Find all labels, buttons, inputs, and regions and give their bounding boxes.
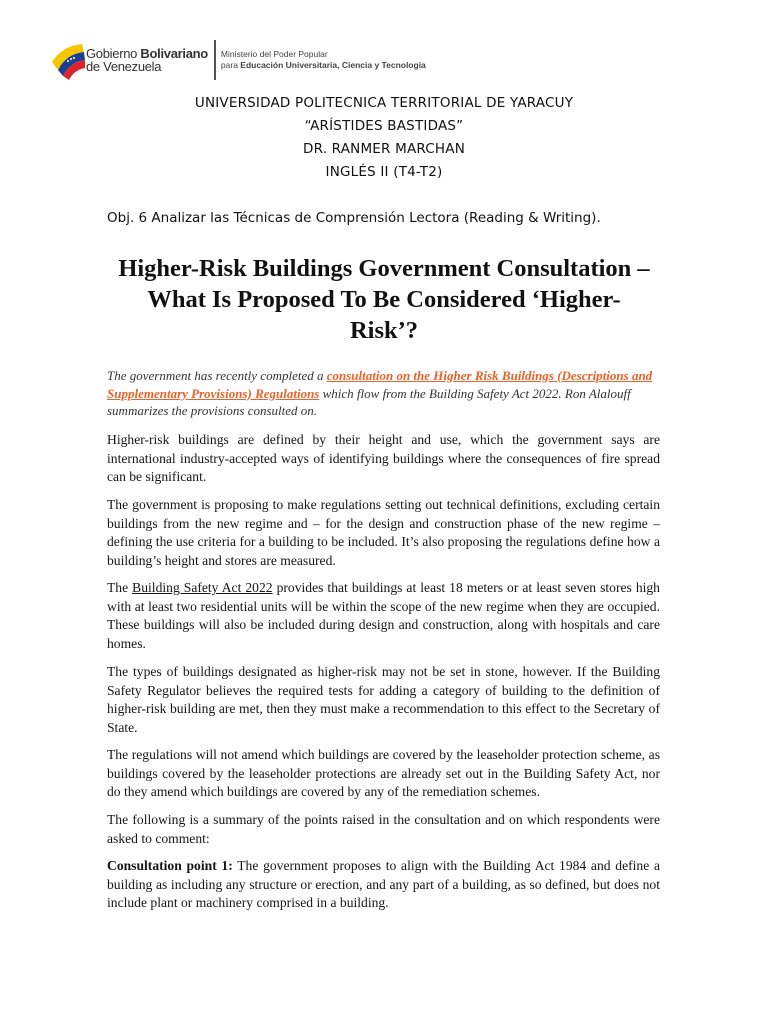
consultation-point-label: Consultation point 1: — [107, 858, 233, 873]
professor-name: DR. RANMER MARCHAN — [303, 141, 465, 157]
paragraph-6: The following is a summary of the points raised in the consultation and on which respondents were asked to comment: — [107, 812, 660, 846]
ministry-name: Ministerio del Poder Popular para Educación Universitaria, Ciencia y Tecnología — [220, 49, 426, 70]
paragraph-2: The government is proposing to make regulations setting out technical definitions, excluding certain buildings from the new regime and – for the design and construction phase of the new regime – defining the use criteria for a building to be included. It’s also proposing the regulations define how a building’s height and stores are measured. — [107, 497, 660, 568]
paragraph-3: The Building Safety Act 2022 provides that buildings at least 18 meters or at least seven stores high with at least two residential units will be within the scope of the new regime when they are occupied. These buildings will also be included during design and construction, along with hospitals and care homes. — [107, 580, 660, 651]
institution-name: “ARÍSTIDES BASTIDAS” — [304, 118, 464, 134]
university-name: UNIVERSIDAD POLITECNICA TERRITORIAL DE YARACUY — [194, 95, 574, 111]
paragraph-1: Higher-risk buildings are defined by their height and use, which the government says are international industry-accepted ways of identifying buildings where the consequences of fire spread can be significant. — [107, 432, 660, 485]
government-name: Gobierno Bolivariano de Venezuela — [86, 46, 208, 74]
article-title: Higher-Risk Buildings Government Consultation – What Is Proposed To Be Considered ‘Higher- Risk’? — [118, 255, 650, 344]
consultation-link[interactable]: consultation on the Higher Risk Buildings (Descriptions and Supplementary Provisions) Regulations — [107, 368, 653, 401]
venezuela-flag-icon — [48, 40, 86, 80]
building-safety-act-link[interactable]: Building Safety Act 2022 — [132, 580, 273, 595]
article-intro: The government has recently completed a consultation on the Higher Risk Buildings (Descriptions and Supplementary Provisions) Regulations which flow from the Building Safety Act 2022. Ron Alalouff summarizes the provisions consulted on. — [107, 368, 653, 418]
government-logo — [48, 38, 426, 82]
paragraph-5: The regulations will not amend which buildings are covered by the leaseholder protection scheme, as buildings covered by the leaseholder protections are already set out in the Building Safety Act, nor do they amend which buildings are covered by any of the remediation schemes. — [107, 747, 660, 800]
paragraph-7: Consultation point 1: The government proposes to align with the Building Act 1984 and define a building as including any structure or erection, and any part of a building, as so defined, but does not include plant or machinery comprised in a building. — [107, 858, 660, 911]
objective-line: Obj. 6 Analizar las Técnicas de Comprensión Lectora (Reading & Writing). — [107, 210, 601, 226]
logo-divider — [214, 40, 216, 80]
paragraph-4: The types of buildings designated as higher-risk may not be set in stone, however. If the Building Safety Regulator believes the required tests for adding a category of building to the definition of higher-risk building are met, then they must make a recommendation to this effect to the Secretary of State. — [107, 664, 660, 735]
course-name: INGLÉS II (T4-T2) — [325, 164, 443, 180]
